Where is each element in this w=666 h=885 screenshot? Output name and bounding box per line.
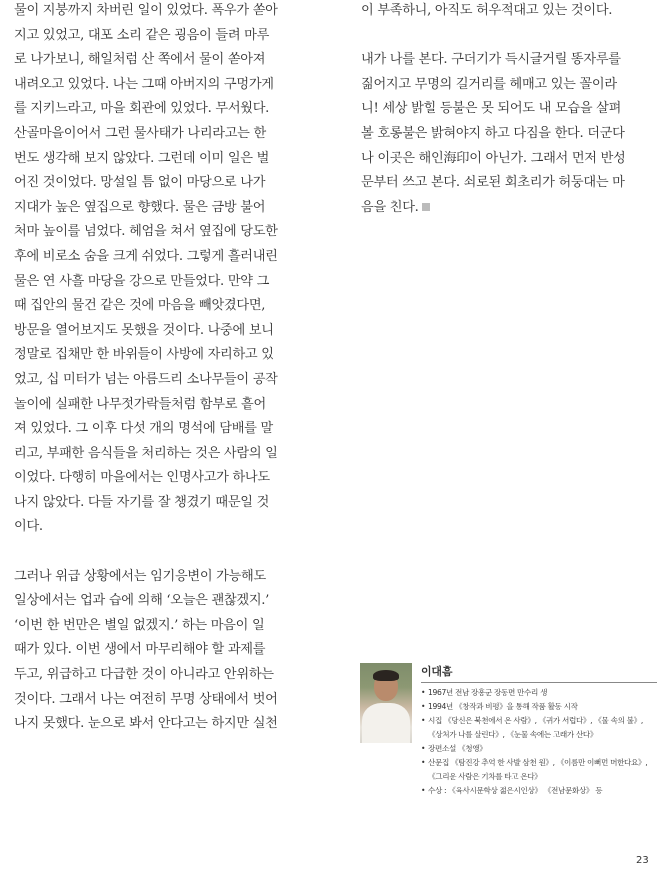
end-of-article-mark [422,203,430,211]
bio-item: • 1967년 전남 장흥군 장동면 만수리 생 [421,686,659,700]
body-paragraph: 그러나 위급 상황에서는 임기응변이 가능해도 일상에서는 업과 습에 의해 ‘오늘은 괜찮겠지.’ ‘이번 한 번만은 별일 없겠지.’ 하는 마음이 일 때가 있다. 이번 생에서 마무리해야 할 과제를 두고, 위급하고 다급한 것이 아니라고 안위하는 것이다. 그래서 나는 여전히 무명 상태에서 벗어 나지 못했다. 눈으로 봐서 안다고는 하지만 실천 [14,568,278,732]
body-paragraph: 물이 지붕까지 차버린 일이 있었다. 폭우가 쏟아 지고 있었고, 대포 소리 같은 굉음이 들려 마루 로 나가보니, 해일처럼 산 쪽에서 물이 쏟아져 내려오고 있었다. 나는 그때 아버지의 구멍가게 를 지키느라고, 마을 회관에 있었다. 무서웠다. 산골마을이어서 그런 물사태가 나리라고는 한 번도 생각해 보지 않았다. 그런데 이미 일은 벌 어진 것이었다. 망설일 틈 없이 마당으로 나가 지대가 높은 옆집으로 향했다. 물은 금방 불어 처마 높이를 넘었다. 헤엄을 쳐서 옆집에 당도한 후에 비로소 숨을 크게 쉬었다. 그렇게 흘러내린 물은 연 사흘 마당을 강으로 만들었다. 만약 그 때 집안의 물건 같은 것에 마음을 빼앗겼다면, 방문을 열어보지도 못했을 것이다. 나중에 보니 정말로 집채만 한 바위들이 사방에 자리하고 있 었고, 십 미터가 넘는 아름드리 소나무들이 공작 놀이에 실패한 나무젓가락들처럼 함부로 흩어 져 있었다. 그 이후 다섯 개의 명석에 담배를 말 리고, 부패한 음식들을 처리하는 것은 사람의 일 이었다. 다행히 마을에서는 인명사고가 하나도 나지 않았다. 다들 자기를 잘 챙겼기 때문일 것 이다. [14,3,278,535]
author-photo [360,663,412,743]
bio-item: • 1994년 《창작과 비평》을 통해 작품 활동 시작 [421,700,659,714]
body-paragraph [361,48,657,220]
page-number: 23 [636,855,649,866]
right-column [361,0,657,220]
bio-item: • 산문집 《탐진강 추억 한 사발 삼천 원》, 《이름만 이뻐먼 머한다요》, 《그리운 사람은 기차를 타고 온다》 [421,756,659,784]
body-paragraph-text: 이 부족하니, 아직도 허우적대고 있는 것이다. [361,3,613,18]
bio-item: • 수상 : 《육사시문학상 젊은시인상》 《전남문화상》 등 [421,784,659,798]
bio-item: • 장편소설 《청앵》 [421,742,659,756]
divider [421,682,657,683]
bio-list [421,686,659,798]
bio-item: • 시집 《당신은 북천에서 온 사람》, 《귀가 서럽다》, 《물 속의 불》, 《상처가 나를 살린다》, 《눈물 속에는 고래가 산다》 [421,714,659,742]
body-paragraph [361,0,657,24]
body-paragraph-text: 내가 나를 본다. 구더기가 득시글거릴 똥자루를 짊어지고 무명의 길거리를 헤매고 있는 꼴이라 니! 세상 밝힐 등불은 못 되어도 내 모습을 살펴 볼 호롱불은 밝혀야지 하고 다짐을 한다. 더군다 나 이곳은 해인海印이 아닌가. 그래서 먼저 반성 문부터 쓰고 본다. 쇠로된 회초리가 허둥대는 마 음을 친다. [361,52,626,215]
author-bio-text [421,663,659,798]
author-name: 이대흠 [421,665,453,678]
left-column [14,0,310,737]
